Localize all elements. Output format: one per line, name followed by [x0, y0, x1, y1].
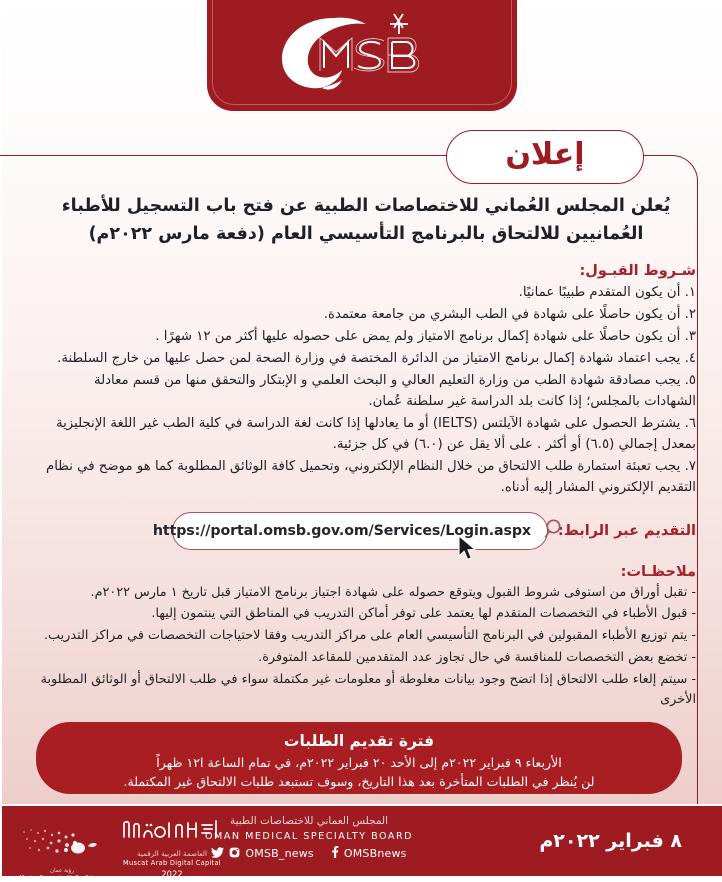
- madc-year: 2022: [161, 869, 183, 880]
- condition-item: ١. أن يكون المتقدم طبيبًا عمانيًا.: [518, 284, 696, 300]
- mouse-cursor-icon: [457, 535, 479, 567]
- application-period-late-notice: لن يُنظر في الطلبات المتأخرة بعد هذا التاريخ، وسوف تستبعد طلبات الالتحاق غير المكتملة.: [123, 774, 595, 790]
- search-icon: [543, 517, 567, 545]
- instagram-icon[interactable]: [229, 847, 240, 861]
- application-period-dates: الأربعاء ٩ فبراير ٢٠٢٢م إلى الأحد ٢٠ فبراير ٢٠٢٢م، في تمام الساعة ا١٢ ظهراً: [156, 755, 562, 771]
- notes-list: [36, 583, 696, 711]
- oman-vision-arabic: رؤية عمان: [49, 868, 75, 874]
- poster-footer: [2, 804, 722, 882]
- madc-english-tagline: Muscat Arab Digital Capital: [123, 859, 221, 868]
- notes-heading: ملاحظـات:: [620, 563, 696, 580]
- condition-item: ٢. أن يكون حاصلًا على شهادة في الطب البشري من جامعة معتمدة.: [323, 306, 696, 322]
- announcement-badge: [446, 130, 644, 184]
- conditions-list: [36, 282, 696, 498]
- condition-item: ٦. يشترط الحصول على شهادة الآيلتس (IELTS) أو ما يعادلها إذا كانت لغة الدراسة في كلية الطب غير اللغة الإنجليزية بمعدل إجمالي (٦.٥) أو أكثر . على ألا يقل عن (٦.٠) في كل جزئية.: [55, 415, 696, 452]
- condition-item: ٣. أن يكون حاصلًا على شهادة إكمال برنامج الامتياز ولم يمض على حصوله عليها أكثر من ١٢ شهرًا .: [155, 328, 696, 344]
- org-name-arabic: المجلس العماني للاختصاصات الطبية: [229, 815, 389, 827]
- condition-item: ٥. يجب مصادقة شهادة الطب من وزارة التعليم العالي و البحث العلمي و الإبتكار والتحقق منها من قسم معادلة الشهادات بالمجلس؛ إذا كانت بلد الدراسة غير سلطنة عُمان.: [93, 372, 696, 409]
- oman-vision-dots-icon: [14, 826, 110, 864]
- facebook-handle: OMSBnews: [343, 847, 407, 861]
- note-item: - قبول الأطباء في التخصصات المتقدم لها يعتمد على توفر أماكن التدريب في المناطق التي ينتمون إليها.: [151, 606, 696, 622]
- poster-content: [36, 192, 696, 712]
- org-name-english: OMAN MEDICAL SPECIALTY BOARD: [204, 830, 414, 842]
- facebook-icon[interactable]: [331, 846, 339, 861]
- application-link-label: التقديم عبر الرابط:: [557, 522, 696, 539]
- condition-item: ٤. يجب اعتماد شهادة إكمال برنامج الامتياز من الدائرة المختصة في وزارة الصحة لمن حصل عليها من خارج السلطنة.: [57, 350, 696, 366]
- madc-wordmark-icon: [116, 815, 228, 845]
- condition-item: ٧. يجب تعبئة استمارة طلب الالتحاق من خلال النظام الإلكتروني، وتحميل كافة الوثائق المطلوبة كما هو موضح في نظام التقديم الإلكتروني المشار إليه أدناه.: [46, 458, 696, 495]
- application-period-title: فترة تقديم الطلبات: [283, 732, 435, 750]
- application-url-text: https://portal.omsb.gov.om/Services/Login.aspx: [152, 522, 531, 539]
- announcement-badge-label: إعلان: [505, 137, 585, 172]
- application-url-pill[interactable]: [152, 512, 548, 550]
- note-item: - سيتم إلغاء طلب الالتحاق إذا اتضح وجود بيانات مغلوطة أو معلومات غير مكتملة سواء في طلب الالتحاق أو الوثائق المطلوبة الأخرى: [40, 671, 696, 708]
- note-item: - يتم توزيع الأطباء المقبولين في البرنامج التأسيسي العام على مراكز التدريب وفقا لاحتياجات التخصصات في مراكز التدريب.: [43, 628, 696, 644]
- omsb-logo: [262, 4, 462, 96]
- madc-arabic-tagline: العاصمة العربية الرقمية: [137, 849, 207, 859]
- application-period-banner: [36, 722, 682, 794]
- announcement-poster: [2, 0, 722, 882]
- oman-vision-2040-logo: [14, 812, 110, 882]
- publication-date: ٨ فبراير ٢٠٢٢م: [539, 830, 682, 852]
- oman-vision-english: Moving Forward with Confidence: [19, 875, 105, 882]
- page-title: يُعلن المجلس العُماني للاختصاصات الطبية عن فتح باب التسجيل للأطباء العُمانيين للالتحاق بالبرنامج التأسيسي العام (دفعة مارس ٢٠٢٢م): [61, 196, 671, 245]
- note-item: - تخضع بعض التخصصات للمنافسة في حال تجاوز عدد المتقدمين للمقاعد المتوفرة.: [258, 649, 696, 665]
- social-handle: OMSB_news: [245, 847, 314, 861]
- muscat-arab-digital-capital-logo: [116, 813, 228, 881]
- header-logo-plate: [207, 0, 517, 111]
- footer-partner-logos: [14, 812, 228, 882]
- conditions-heading: شـروط القبـول:: [579, 262, 696, 279]
- application-link-row: [36, 512, 696, 550]
- note-item: - تقبل أوراق من استوفى شروط القبول ويتوقع حصوله على شهادة اجتياز برنامج الامتياز قبل تاريخ ١ مارس ٢٠٢٢م.: [90, 584, 696, 600]
